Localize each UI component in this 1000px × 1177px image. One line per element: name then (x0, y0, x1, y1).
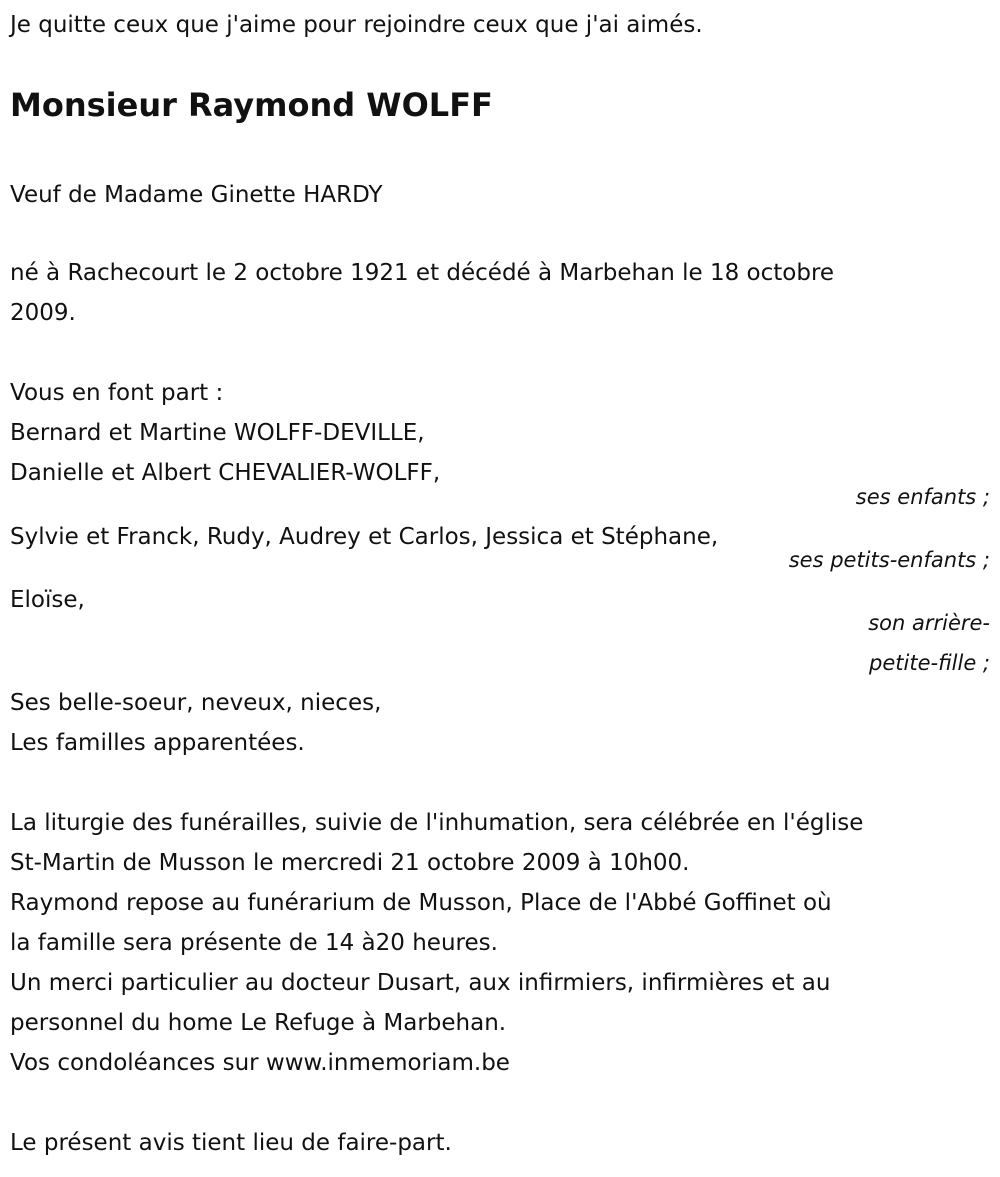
closing-line: Le présent avis tient lieu de faire-part. (10, 1130, 452, 1156)
great-grandchild-label: son arrière- (868, 611, 990, 635)
ceremony-line: Raymond repose au funérarium de Musson, Place de l'Abbé Goffinet où (10, 890, 832, 916)
ceremony-line: St-Martin de Musson le mercredi 21 octobre 2009 à 10h00. (10, 850, 690, 876)
ceremony-line: la famille sera présente de 14 à20 heures. (10, 930, 498, 956)
children-label: ses enfants ; (855, 485, 990, 509)
children-line: Bernard et Martine WOLFF-DEVILLE, (10, 420, 425, 446)
grandchildren-label: ses petits-enfants ; (788, 548, 990, 572)
other-family-line: Ses belle-soeur, neveux, nieces, (10, 690, 382, 716)
condolences-line: Vos condoléances sur www.inmemoriam.be (10, 1050, 510, 1076)
widower-line: Veuf de Madame Ginette HARDY (10, 182, 383, 208)
grandchildren-line: Sylvie et Franck, Rudy, Audrey et Carlos, Jessica et Stéphane, (10, 524, 719, 550)
ceremony-line: personnel du home Le Refuge à Marbehan. (10, 1010, 507, 1036)
great-grandchild-label: petite-fille ; (869, 651, 990, 675)
birth-death-line: né à Rachecourt le 2 octobre 1921 et décédé à Marbehan le 18 octobre (10, 260, 835, 286)
great-grandchild-line: Eloïse, (10, 587, 85, 613)
ceremony-line: La liturgie des funérailles, suivie de l'inhumation, sera célébrée en l'église (10, 810, 864, 836)
epigraph: Je quitte ceux que j'aime pour rejoindre ceux que j'ai aimés. (10, 12, 703, 38)
deceased-name-title: Monsieur Raymond WOLFF (10, 86, 493, 124)
children-line: Danielle et Albert CHEVALIER-WOLFF, (10, 460, 441, 486)
ceremony-line: Un merci particulier au docteur Dusart, aux infirmiers, infirmières et au (10, 970, 831, 996)
other-family-line: Les familles apparentées. (10, 730, 305, 756)
family-intro: Vous en font part : (10, 380, 224, 406)
birth-death-line: 2009. (10, 300, 76, 326)
